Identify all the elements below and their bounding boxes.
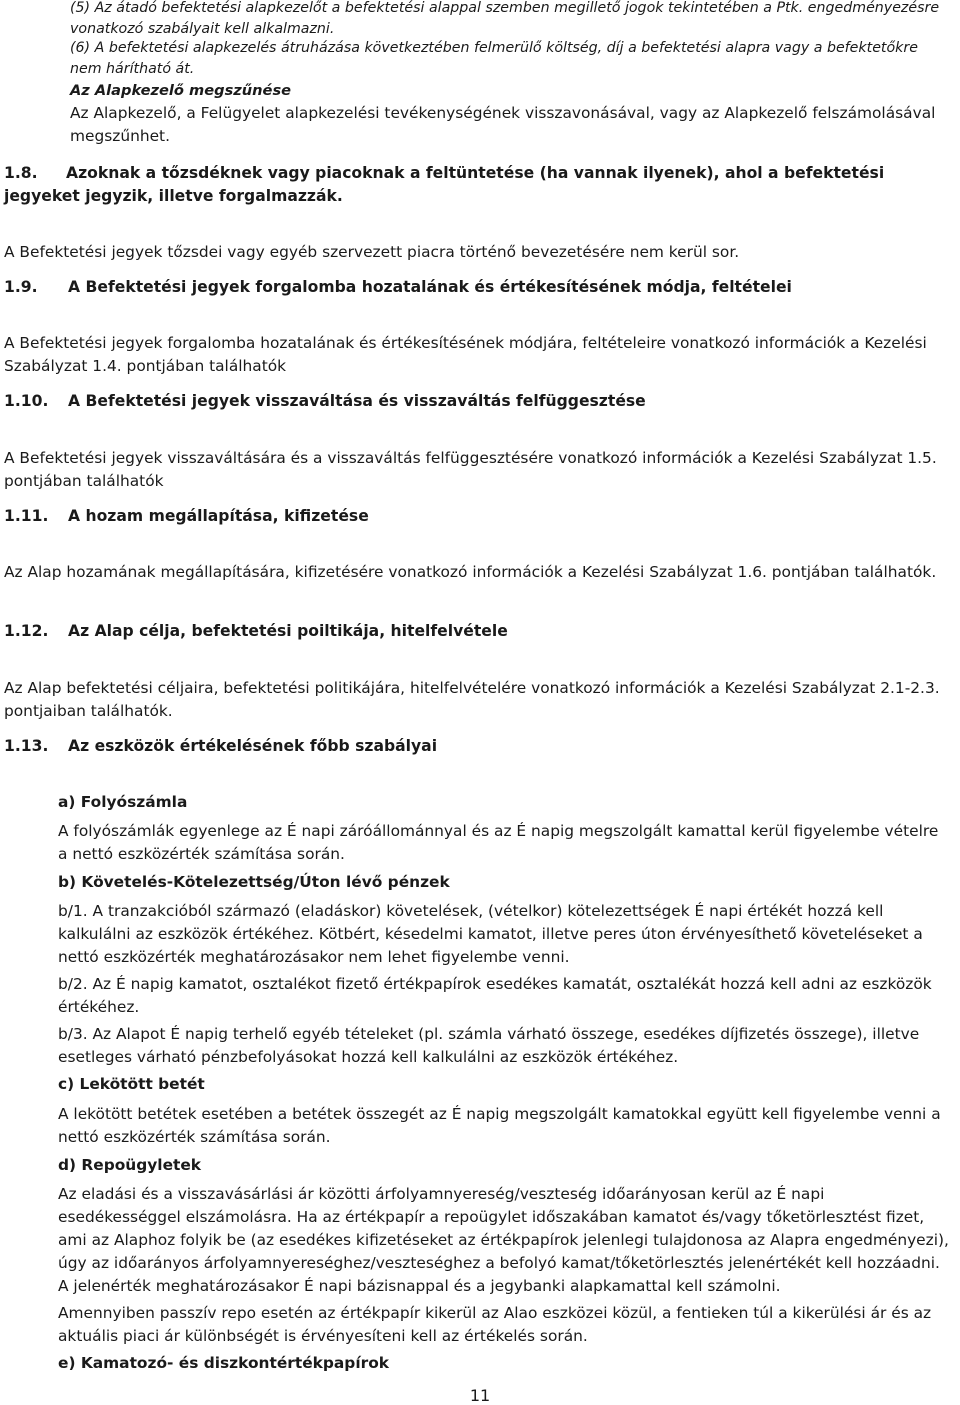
section-number: 1.8.	[4, 164, 38, 182]
subheading-d: d) Repoügyletek	[58, 1156, 202, 1174]
paragraph-a: A folyószámlák egyenlege az É napi záróállománnyal és az É napig megszolgált kamattal kerül figyelembe vételre a nettó eszközérték számítása során.	[58, 822, 939, 863]
paragraph-termination: Az Alapkezelő, a Felügyelet alapkezelési tevékenységének visszavonásával, vagy az Alapkezelő felszámolásával megszűnhet.	[70, 104, 936, 145]
section-number: 1.12.	[4, 622, 49, 640]
section-body-1-10: A Befektetési jegyek visszaváltására és a visszaváltás felfüggesztésére vonatkozó információk a Kezelési Szabályzat 1.5. pontjában találhatók	[4, 449, 937, 490]
section-title: Az Alap célja, befektetési poiltikája, hitelfelvétele	[68, 622, 508, 640]
section-number: 1.10.	[4, 392, 49, 410]
section-heading-1-8	[4, 162, 954, 208]
paragraph-c: A lekötött betétek esetében a betétek összegét az É napig megszolgált kamatokkal együtt kell figyelembe venni a nettó eszközérték számítása során.	[58, 1105, 941, 1146]
section-title: Az eszközök értékelésének főbb szabályai	[68, 737, 438, 755]
paragraph-d1: Az eladási és a visszavásárlási ár közötti árfolyamnyereség/veszteség időarányosan kerül az É napi esedékességgel elszámolásra. Ha az értékpapír a repoügylet időszakában kamatot és/vagy tőketörlesztést fizet, ami az Alaphoz folyik be (az esedékes kifizetéseket az értékpapírok jelenlegi tulajdonosa az Alapra engedményezi), úgy az időarányos árfolyamnyereséghez/veszteséghez a befolyó kamat/tőketörlesztés jelenértékét kell hozzáadni. A jelenérték meghatározásakor É napi bázisnappal és a jegybanki alapkamattal kell számolni.	[58, 1185, 949, 1295]
section-body-1-11: Az Alap hozamának megállapítására, kifizetésére vonatkozó információk a Kezelési Szabályzat 1.6. pontjában találhatók.	[4, 563, 937, 581]
subheading-c: c) Lekötött betét	[58, 1075, 205, 1093]
paragraph-d2: Amennyiben passzív repo esetén az értékpapír kikerül az Alao eszközei közül, a fentieken túl a kikerülési ár és az aktuális piaci ár különbségét is érvényesíteni kell az értékelés során.	[58, 1304, 932, 1345]
section-number: 1.11.	[4, 507, 49, 525]
section-heading-1-10	[4, 390, 954, 413]
subheading-a: a) Folyószámla	[58, 793, 188, 811]
section-heading-1-12	[4, 620, 954, 643]
section-heading-1-11	[4, 505, 954, 528]
section-heading-1-9	[4, 276, 954, 299]
subheading-termination: Az Alapkezelő megszűnése	[70, 82, 292, 99]
subheading-e: e) Kamatozó- és diszkontértékpapírok	[58, 1354, 390, 1372]
section-number: 1.9.	[4, 278, 38, 296]
section-title: A hozam megállapítása, kifizetése	[68, 507, 369, 525]
section-body-1-8: A Befektetési jegyek tőzsdei vagy egyéb szervezett piacra történő bevezetésére nem kerül sor.	[4, 243, 740, 261]
section-heading-1-13	[4, 735, 954, 758]
paragraph-b2: b/2. Az É napig kamatot, osztalékot fizető értékpapírok esedékes kamatát, osztalékát hozzá kell adni az eszközök értékéhez.	[58, 975, 932, 1016]
paragraph-b1: b/1. A tranzakcióból származó (eladáskor) követelések, (vételkor) kötelezettségek É napi értékét hozzá kell kalkulálni az eszközök értékéhez. Kötbért, késedelmi kamatot, illetve peres úton érvényesíthető követeléseket a nettó eszközérték meghatározásakor nem lehet figyelembe venni.	[58, 902, 923, 966]
section-title: A Befektetési jegyek visszaváltása és visszaváltás felfüggesztése	[68, 392, 646, 410]
section-body-1-12: Az Alap befektetési céljaira, befektetési politikájára, hitelfelvételére vonatkozó információk a Kezelési Szabályzat 2.1-2.3. pontjaiban találhatók.	[4, 679, 940, 720]
section-body-1-9: A Befektetési jegyek forgalomba hozatalának és értékesítésének módjára, feltételeire vonatkozó információk a Kezelési Szabályzat 1.4. pontjában találhatók	[4, 334, 927, 375]
paragraph-p5: (5) Az átadó befektetési alapkezelőt a befektetési alappal szemben megillető jogok tekintetében a Ptk. engedményezésre vonatkozó szabályait kell alkalmazni.	[70, 0, 940, 37]
section-title: A Befektetési jegyek forgalomba hozatalának és értékesítésének módja, feltételei	[68, 278, 792, 296]
page-number: 11	[469, 1386, 491, 1405]
section-number: 1.13.	[4, 737, 49, 755]
paragraph-b3: b/3. Az Alapot É napig terhelő egyéb tételeket (pl. számla várható összege, esedékes díjfizetés összege), illetve esetleges várható pénzbefolyásokat hozzá kell kalkulálni az eszközök értékéhez.	[58, 1025, 920, 1066]
subheading-b: b) Követelés-Kötelezettség/Úton lévő pénzek	[58, 873, 450, 891]
section-title: Azoknak a tőzsdéknek vagy piacoknak a feltüntetése (ha vannak ilyenek), ahol a befektetési jegyeket jegyzik, illetve forgalmazzák.	[4, 164, 885, 205]
paragraph-p6: (6) A befektetési alapkezelés átruházása következtében felmerülő költség, díj a befektetési alapra vagy a befektetőkre nem hárítható át.	[70, 40, 918, 77]
